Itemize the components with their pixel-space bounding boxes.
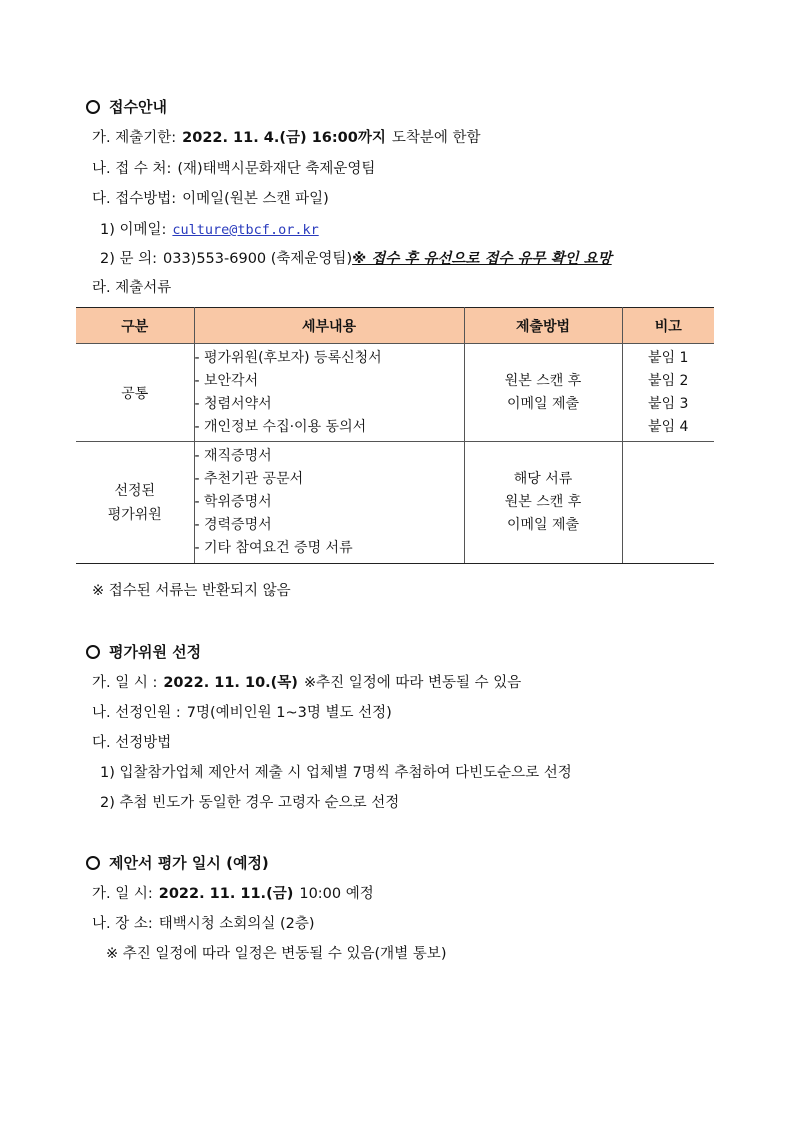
evaluation-note-line — [106, 942, 446, 963]
selection-count-label: 나. 선정인원 : — [92, 705, 181, 721]
documents-line — [92, 276, 171, 297]
list-item: - 청렴서약서 — [194, 395, 272, 412]
table-row — [76, 344, 714, 442]
header-details: 세부내용 — [194, 308, 464, 344]
deadline-line — [92, 126, 481, 147]
contact-line — [100, 247, 612, 268]
method-line: 이메일 제출 — [506, 395, 580, 412]
evaluation-place-value: 태백시청 소회의실 (2층) — [158, 916, 315, 932]
circle-bullet-icon — [86, 856, 100, 870]
contact-label: 2) 문 의: — [100, 251, 157, 267]
footnote-line — [92, 579, 291, 600]
row-method — [464, 442, 622, 564]
section-heading-evaluation — [86, 852, 269, 873]
email-label: 1) 이메일: — [100, 222, 167, 238]
selection-method-text: 2) 추첨 빈도가 동일한 경우 고령자 순으로 선정 — [100, 795, 400, 811]
contact-note: ※ 접수 후 유선으로 접수 유무 확인 요망 — [352, 251, 612, 267]
list-item: - 학위증명서 — [194, 494, 272, 510]
selection-count-value: 7명(예비인원 1~3명 별도 선정) — [186, 705, 392, 721]
circle-bullet-icon — [86, 645, 100, 659]
selection-date-line — [92, 671, 521, 692]
email-link[interactable]: culture@tbcf.or.kr — [172, 222, 319, 238]
row-items — [194, 442, 464, 564]
footnote: ※ 접수된 서류는 반환되지 않음 — [92, 583, 291, 599]
row-items — [194, 344, 464, 442]
documents-label: 라. 제출서류 — [92, 280, 172, 296]
method-value: 이메일(원본 스캔 파일) — [182, 191, 329, 207]
attachment-note: 붙임 3 — [648, 395, 689, 412]
evaluation-date-label: 가. 일 시: — [92, 886, 153, 902]
section-heading-reception — [86, 96, 167, 117]
deadline-value: 2022. 11. 4.(금) 16:00까지 — [182, 130, 386, 146]
selection-count-line — [92, 701, 392, 722]
section-heading-selection — [86, 641, 201, 662]
list-item: - 개인정보 수집·이용 동의서 — [194, 418, 367, 435]
selection-method-label: 다. 선정방법 — [92, 735, 172, 751]
list-item: - 보안각서 — [194, 372, 259, 389]
method-line: 원본 스캔 후 — [504, 494, 582, 510]
selection-method-line — [92, 731, 171, 752]
list-item: - 재직증명서 — [194, 448, 272, 464]
row-category: 공통 — [76, 344, 194, 442]
method-label: 다. 접수방법: — [92, 191, 177, 207]
attachment-note: 붙임 2 — [648, 372, 689, 389]
row-method — [464, 344, 622, 442]
row-notes — [622, 442, 714, 564]
evaluation-place-line — [92, 912, 315, 933]
evaluation-place-label: 나. 장 소: — [92, 916, 153, 932]
evaluation-date-value: 2022. 11. 11.(금) — [158, 886, 294, 902]
attachment-note: 붙임 4 — [648, 418, 689, 435]
evaluation-date-line — [92, 882, 374, 903]
header-method: 제출방법 — [464, 308, 622, 344]
evaluation-date-suffix: 10:00 예정 — [299, 886, 374, 902]
receiver-line — [92, 157, 375, 178]
row-notes — [622, 344, 714, 442]
deadline-suffix: 도착분에 한함 — [391, 130, 481, 146]
list-item: - 경력증명서 — [194, 517, 272, 533]
email-line — [100, 218, 319, 239]
list-item: - 기타 참여요건 증명 서류 — [194, 540, 353, 556]
category-line: 평가위원 — [107, 506, 162, 523]
selection-method-1 — [100, 761, 572, 782]
method-line: 이메일 제출 — [506, 517, 580, 533]
attachment-note: 붙임 1 — [648, 349, 689, 366]
list-item: - 평가위원(후보자) 등록신청서 — [194, 349, 382, 366]
method-line: 해당 서류 — [513, 471, 573, 487]
header-notes: 비고 — [622, 308, 714, 344]
documents-table — [76, 307, 714, 564]
table-header-row — [76, 308, 714, 344]
method-line — [92, 187, 329, 208]
section-title: 제안서 평가 일시 (예정) — [109, 854, 269, 872]
row-category — [76, 442, 194, 564]
receiver-value: (재)태백시문화재단 축제운영팀 — [177, 161, 376, 177]
section-title: 접수안내 — [109, 98, 167, 116]
section-title: 평가위원 선정 — [109, 643, 202, 661]
category-line: 선정된 — [114, 482, 156, 499]
receiver-label: 나. 접 수 처: — [92, 161, 172, 177]
circle-bullet-icon — [86, 100, 100, 114]
method-line: 원본 스캔 후 — [504, 372, 582, 389]
contact-value: 033)553-6900 (축제운영팀) — [163, 251, 353, 267]
selection-date-label: 가. 일 시 : — [92, 675, 158, 691]
selection-method-2 — [100, 791, 399, 812]
header-category: 구분 — [76, 308, 194, 344]
selection-date-value: 2022. 11. 10.(목) — [163, 675, 298, 691]
evaluation-note: ※ 추진 일정에 따라 일정은 변동될 수 있음(개별 통보) — [106, 946, 447, 962]
selection-method-text: 1) 입찰참가업체 제안서 제출 시 업체별 7명씩 추첨하여 다빈도순으로 선정 — [100, 765, 572, 781]
deadline-label: 가. 제출기한: — [92, 130, 177, 146]
selection-date-note: ※추진 일정에 따라 변동될 수 있음 — [303, 675, 522, 691]
list-item: - 추천기관 공문서 — [194, 471, 304, 487]
table-row — [76, 442, 714, 564]
